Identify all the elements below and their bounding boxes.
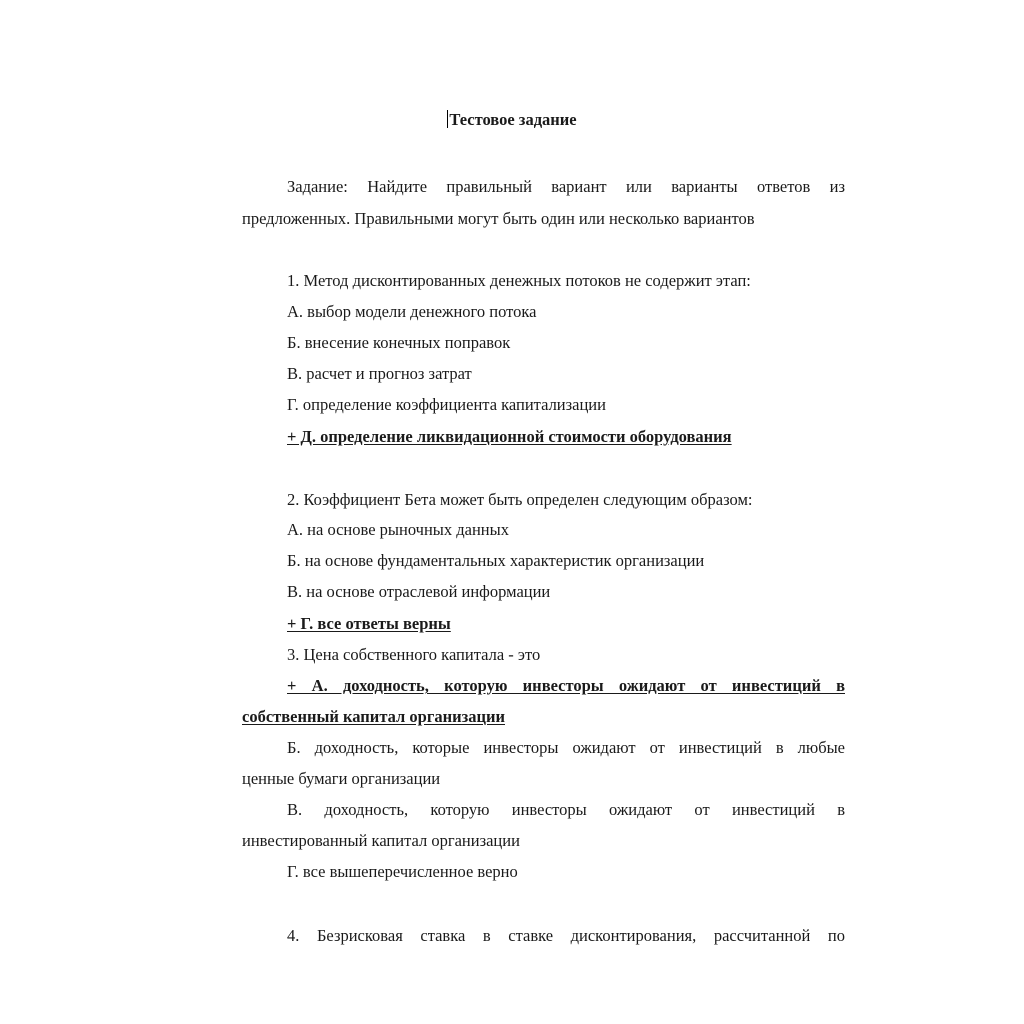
q2-question: 2. Коэффициент Бета может быть определен следующим образом:: [287, 490, 753, 509]
q1-option-c: В. расчет и прогноз затрат: [287, 364, 472, 383]
q3-option-a-line-1: + А. доходность, которую инвесторы ожидают от инвестиций в: [287, 676, 845, 695]
q1-option-e-correct: [287, 427, 845, 447]
q1-question: 1. Метод дисконтированных денежных потоков не содержит этап:: [287, 271, 751, 290]
q2-option-c: В. на основе отраслевой информации: [287, 582, 551, 601]
q1-option-a: А. выбор модели денежного потока: [287, 302, 537, 321]
q3-option-c-line-1: В. доходность, которую инвесторы ожидают от инвестиций в: [287, 800, 845, 819]
q3-option-b-line-2: ценные бумаги организации: [242, 769, 441, 788]
q3-correct-answer-cont: собственный капитал организации: [242, 707, 505, 726]
q1-correct-answer: + Д. определение ликвидационной стоимости оборудования: [287, 427, 732, 446]
q4-question-line-1: 4. Безрисковая ставка в ставке дисконтирования, рассчитанной по: [287, 926, 845, 945]
q2-option-a: А. на основе рыночных данных: [287, 520, 509, 539]
document-title: [0, 110, 1024, 130]
q3-option-c-line-2: инвестированный капитал организации: [242, 831, 520, 850]
q1-option-b: Б. внесение конечных поправок: [287, 333, 511, 352]
intro-line-1: Задание: Найдите правильный вариант или варианты ответов из: [287, 177, 845, 196]
q3-option-b-line-1: Б. доходность, которые инвесторы ожидают от инвестиций в любые: [287, 738, 845, 757]
title-text: Тестовое задание: [449, 110, 577, 129]
q2-option-b: Б. на основе фундаментальных характеристик организации: [287, 551, 705, 570]
q1-option-d: Г. определение коэффициента капитализации: [287, 395, 606, 414]
q3-option-a-line-2: [242, 707, 845, 727]
q2-option-d-correct: [287, 614, 845, 634]
q3-question: 3. Цена собственного капитала - это: [287, 645, 541, 664]
intro-line-2: предложенных. Правильными могут быть один или несколько вариантов: [242, 209, 755, 228]
q3-option-d: Г. все вышеперечисленное верно: [287, 862, 518, 881]
q2-correct-answer: + Г. все ответы верны: [287, 614, 451, 633]
